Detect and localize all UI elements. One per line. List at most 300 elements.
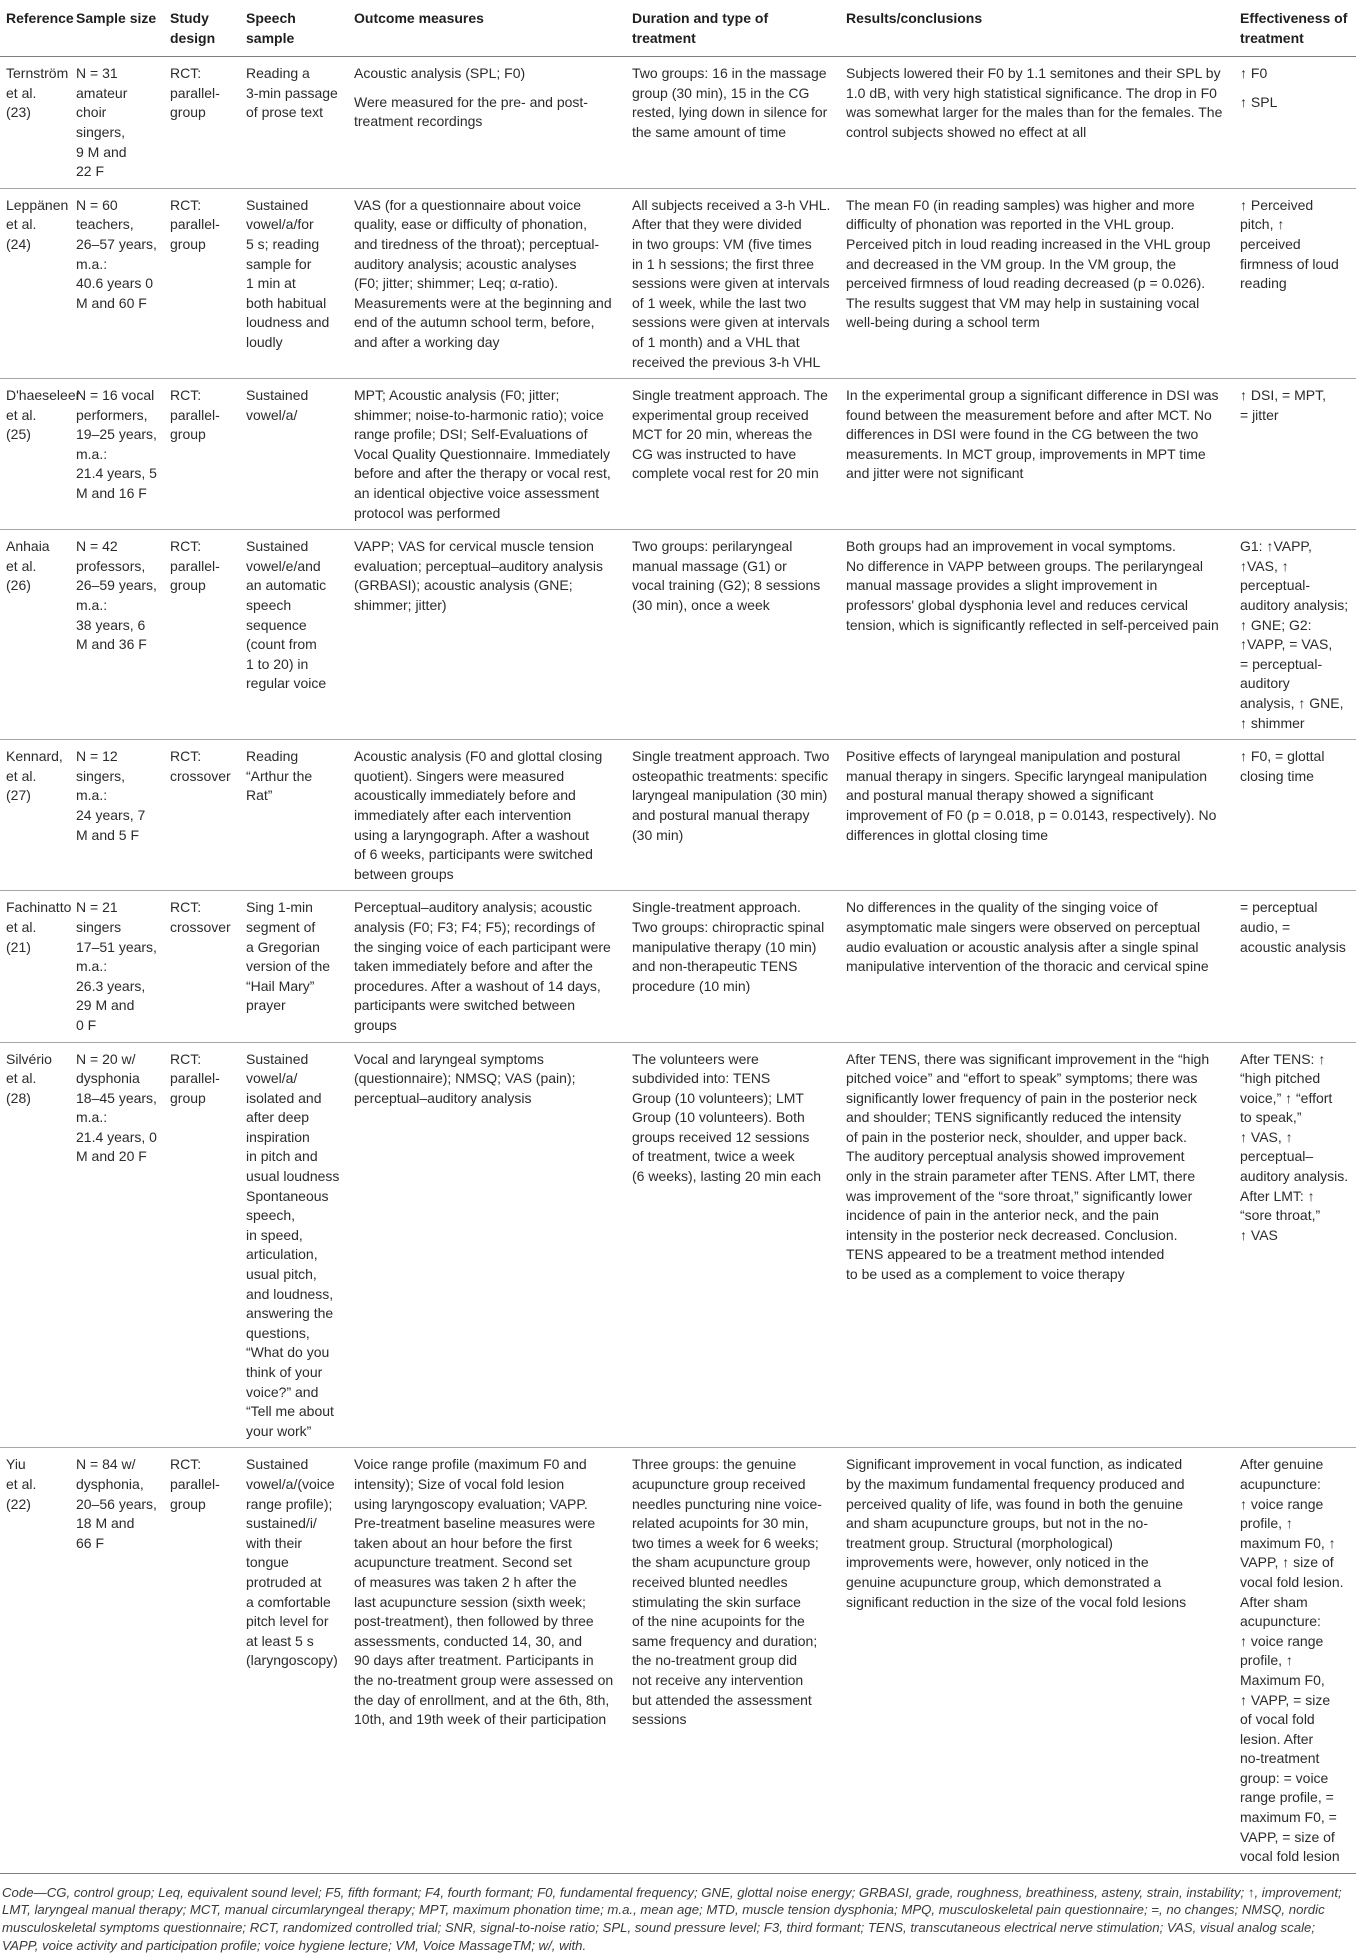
cell-line: m.a.: xyxy=(76,958,108,975)
cell-line: Significant improvement in vocal function, as indicated xyxy=(846,1456,1183,1473)
cell-line: crossover xyxy=(170,767,231,784)
cell-line: usual pitch, xyxy=(246,1266,317,1283)
cell-line: et al. (22) xyxy=(6,1475,37,1512)
cell-line: lesion. After xyxy=(1240,1730,1314,1747)
cell-line: same frequency and duration; xyxy=(632,1632,818,1649)
cell-line: ↑ Perceived xyxy=(1240,196,1314,213)
cell-line: M and 60 F xyxy=(76,294,147,311)
table-row xyxy=(0,188,1356,378)
cell-line: segment of xyxy=(246,918,316,935)
cell-line: procedures. After a washout of 14 days, xyxy=(354,977,601,994)
cell-line: control subjects showed no effect at all xyxy=(846,123,1087,140)
cell-line: and jitter were not significant xyxy=(846,465,1024,482)
cell-line: N = 20 w/ xyxy=(76,1050,136,1067)
cell-line: range profile, = xyxy=(1240,1789,1334,1806)
cell-line: voice?” and xyxy=(246,1383,319,1400)
cell-line: Reading a xyxy=(246,65,310,82)
cell-line: treatment group. Structural (morphological) xyxy=(846,1534,1113,1551)
cell-line: parallel- xyxy=(170,216,220,233)
cell-line: RCT: xyxy=(170,387,202,404)
cell-line: of 1 week, while the last two xyxy=(632,294,807,311)
cell-speech-sample xyxy=(240,188,348,378)
cell-line: pitch, ↑ xyxy=(1240,216,1285,233)
cell-line: Two groups: 16 in the massage xyxy=(632,65,827,82)
cell-results xyxy=(840,891,1234,1042)
cell-line: m.a.: xyxy=(76,1109,108,1126)
cell-line: audio evaluation or acoustic analysis after a single spinal xyxy=(846,938,1199,955)
cell-line: but attended the assessment xyxy=(632,1691,812,1708)
cell-line: perceived quality of life, was found in both the genuine xyxy=(846,1495,1184,1512)
cell-line: M and 16 F xyxy=(76,485,147,502)
cell-duration-type xyxy=(626,1042,840,1448)
cell-line: firmness of loud xyxy=(1240,255,1339,272)
cell-effectiveness xyxy=(1234,1042,1356,1448)
cell-study-design xyxy=(164,1042,240,1448)
cell-line: significantly lower frequency of pain in the posterior neck xyxy=(846,1089,1197,1106)
cell-line: a Gregorian xyxy=(246,938,320,955)
cell-line: 3-min passage xyxy=(246,84,338,101)
cell-line: vowel/a/ xyxy=(246,1070,298,1087)
cell-line: differences in glottal closing time xyxy=(846,826,1049,843)
cell-line: complete vocal rest for 20 min xyxy=(632,465,819,482)
cell-line: Sustained xyxy=(246,1050,309,1067)
cell-line: and postural manual therapy xyxy=(632,806,810,823)
cell-line: After genuine xyxy=(1240,1456,1324,1473)
cell-sample-size xyxy=(70,57,164,189)
cell-line: version of the xyxy=(246,958,331,975)
cell-line: the no-treatment group were assessed on xyxy=(354,1671,614,1688)
cell-line: tension, which is significantly reflected in self-perceived pain xyxy=(846,616,1219,633)
cell-line: vowel/e/and xyxy=(246,557,321,574)
cell-duration-type xyxy=(626,57,840,189)
cell-line: 21.4 years, 5 xyxy=(76,465,157,482)
cell-line: Were measured for the pre- and post- xyxy=(354,93,588,110)
cell-line: et al. (25) xyxy=(6,406,37,443)
cell-line: After TENS, there was significant improvement in the “high xyxy=(846,1050,1210,1067)
cell-line: vocal fold lesion xyxy=(1240,1848,1340,1865)
cell-line: well-being during a school term xyxy=(846,314,1040,331)
header-effectiveness: Effectiveness of treatment xyxy=(1240,10,1348,46)
cell-line: CG was instructed to have xyxy=(632,445,797,462)
cell-line: No differences in the quality of the singing voice of xyxy=(846,899,1158,916)
cell-outcome-measures xyxy=(348,188,626,378)
cell-outcome-measures xyxy=(348,891,626,1042)
cell-line: 24 years, 7 xyxy=(76,806,146,823)
cell-reference xyxy=(0,1042,70,1448)
cell-line: The volunteers were xyxy=(632,1050,759,1067)
cell-line: sustained/i/ xyxy=(246,1515,317,1532)
cell-line: analysis, ↑ GNE, xyxy=(1240,695,1344,711)
cell-line: crossover xyxy=(170,918,231,935)
cell-line: “Hail Mary” xyxy=(246,977,315,994)
cell-study-design xyxy=(164,740,240,891)
cell-sample-size xyxy=(70,740,164,891)
cell-line: 10th, and 19th week of their participation xyxy=(354,1711,607,1728)
cell-line: After that they were divided xyxy=(632,216,802,233)
cell-line: intensity in the posterior neck decreased. Conclusion. xyxy=(846,1226,1178,1243)
cell-line: after deep xyxy=(246,1109,310,1126)
cell-study-design xyxy=(164,530,240,740)
cell-line: Subjects lowered their F0 by 1.1 semitones and their SPL by xyxy=(846,65,1221,82)
cell-results xyxy=(840,1042,1234,1448)
cell-line: assessments, conducted 14, 30, and xyxy=(354,1632,583,1649)
cell-line: 26–59 years, xyxy=(76,577,157,594)
cell-line: shimmer; jitter) xyxy=(354,597,447,614)
cell-line: acoustic analysis xyxy=(1240,938,1346,955)
cell-outcome-measures xyxy=(348,57,626,189)
cell-line: was improvement of the “sore throat,” significantly lower xyxy=(846,1187,1193,1204)
cell-line: m.a.: xyxy=(76,255,108,272)
cell-outcome-measures xyxy=(348,1042,626,1448)
cell-effectiveness xyxy=(1234,530,1356,740)
cell-line xyxy=(354,84,620,93)
cell-results xyxy=(840,188,1234,378)
cell-line: significant reduction in the size of the vocal fold lesions xyxy=(846,1593,1187,1610)
cell-effectiveness xyxy=(1234,57,1356,189)
cell-line: prayer xyxy=(246,997,286,1014)
cell-line: genuine acupuncture group, which demonstrated a xyxy=(846,1573,1162,1590)
cell-line: of 6 weeks, participants were switched xyxy=(354,846,593,863)
cell-line: 0 F xyxy=(76,1016,97,1033)
cell-line: the same amount of time xyxy=(632,123,787,140)
cell-line: last acupuncture session (sixth week; xyxy=(354,1593,586,1610)
cell-effectiveness xyxy=(1234,379,1356,530)
cell-line: TENS appeared to be a treatment method intended xyxy=(846,1246,1165,1263)
cell-line: Measurements were at the beginning and xyxy=(354,294,612,311)
cell-line: RCT: xyxy=(170,538,202,555)
cell-line: end of the autumn school term, before, xyxy=(354,314,595,331)
header-reference: Reference xyxy=(6,10,74,26)
cell-line: M and 20 F xyxy=(76,1148,147,1165)
cell-line: group xyxy=(170,104,206,121)
cell-line: usual loudness xyxy=(246,1168,340,1185)
cell-line: treatment recordings xyxy=(354,113,483,130)
cell-line: ↑ VAS, ↑ xyxy=(1240,1128,1293,1145)
cell-line: ↑VAS, ↑ xyxy=(1240,557,1289,574)
table-row xyxy=(0,740,1356,891)
cell-line: Three groups: the genuine xyxy=(632,1456,797,1473)
cell-line: (GRBASI); acoustic analysis (GNE; xyxy=(354,577,573,594)
cell-line: dysphonia xyxy=(76,1070,140,1087)
cell-line: Sustained xyxy=(246,1456,309,1473)
cell-line: manipulative intervention of the thoracic and cervical spine xyxy=(846,958,1209,975)
cell-line: by the maximum fundamental frequency produced and xyxy=(846,1475,1185,1492)
cell-line: pitch level for xyxy=(246,1613,329,1630)
cell-line: = perceptual xyxy=(1240,899,1318,916)
cell-line: “What do you xyxy=(246,1344,330,1361)
cell-line: a comfortable xyxy=(246,1593,331,1610)
cell-line: evaluation; perceptual–auditory analysis xyxy=(354,557,604,574)
table-row xyxy=(0,1448,1356,1873)
cell-line: at least 5 s xyxy=(246,1632,314,1649)
cell-line: et al. (26) xyxy=(6,557,37,594)
cell-line: of pain in the posterior neck, shoulder, and upper back. xyxy=(846,1128,1187,1145)
cell-line: Acoustic analysis (SPL; F0) xyxy=(354,65,526,82)
cell-line: Group (10 volunteers). Both xyxy=(632,1109,805,1126)
cell-line: acupuncture treatment. Second set xyxy=(354,1554,572,1571)
cell-line: N = 12 xyxy=(76,748,118,765)
cell-duration-type xyxy=(626,188,840,378)
cell-line: received blunted needles xyxy=(632,1573,788,1590)
cell-line: 9 M and xyxy=(76,143,127,160)
cell-line: m.a.: xyxy=(76,787,108,804)
cell-study-design xyxy=(164,891,240,1042)
cell-line: 18–45 years, xyxy=(76,1089,157,1106)
cell-line: with their xyxy=(246,1534,303,1551)
cell-line: to be used as a complement to voice therapy xyxy=(846,1266,1125,1283)
cell-reference xyxy=(0,57,70,189)
cell-results xyxy=(840,57,1234,189)
cell-results xyxy=(840,530,1234,740)
cell-line: before and after the therapy or vocal rest, xyxy=(354,465,611,482)
header-results: Results/conclusions xyxy=(846,10,983,26)
cell-line: and postural manual therapy showed a significant xyxy=(846,787,1154,804)
cell-study-design xyxy=(164,188,240,378)
cell-line: loudness and xyxy=(246,314,330,331)
cell-line: VAS (for a questionnaire about voice xyxy=(354,196,581,213)
cell-effectiveness xyxy=(1234,188,1356,378)
cell-line: Kennard, xyxy=(6,748,63,765)
cell-duration-type xyxy=(626,379,840,530)
cell-line: using a laryngograph. After a washout xyxy=(354,826,590,843)
cell-sample-size xyxy=(70,891,164,1042)
cell-line: group xyxy=(170,577,206,594)
cell-sample-size xyxy=(70,188,164,378)
cell-line: ↑ VAS xyxy=(1240,1226,1278,1243)
cell-line: protocol was performed xyxy=(354,504,501,521)
cell-line: teachers, xyxy=(76,216,134,233)
cell-line: Sing 1-min xyxy=(246,899,313,916)
cell-reference xyxy=(0,740,70,891)
cell-reference xyxy=(0,379,81,530)
cell-line: (30 min), once a week xyxy=(632,597,770,614)
cell-line: After LMT: ↑ xyxy=(1240,1187,1315,1204)
cell-duration-type xyxy=(626,740,840,891)
cell-line: Perceptual–auditory analysis; acoustic xyxy=(354,899,593,916)
cell-line: M and 5 F xyxy=(76,826,140,843)
cell-study-design xyxy=(164,1448,240,1873)
cell-line: post-treatment), then followed by three xyxy=(354,1613,594,1630)
cell-line: parallel- xyxy=(170,406,220,423)
cell-line: = perceptual- xyxy=(1240,655,1323,672)
header-study-design: Study design xyxy=(170,10,216,46)
cell-line: manual therapy in singers. Specific laryngeal manipulation xyxy=(846,767,1208,784)
cell-line: parallel- xyxy=(170,557,220,574)
cell-line: osteopathic treatments: specific xyxy=(632,767,829,784)
header-outcome-measures: Outcome measures xyxy=(354,10,484,26)
cell-line: “high pitched xyxy=(1240,1070,1321,1087)
cell-line: acupuncture: xyxy=(1240,1613,1321,1630)
cell-line: answering the xyxy=(246,1305,334,1322)
cell-line: profile, ↑ xyxy=(1240,1515,1293,1532)
cell-line: dysphonia, xyxy=(76,1475,144,1492)
cell-line: and after a working day xyxy=(354,333,500,350)
cell-line: regular voice xyxy=(246,675,327,692)
cell-outcome-measures xyxy=(348,530,626,740)
cell-reference xyxy=(0,1448,70,1873)
cell-line: Sustained xyxy=(246,196,309,213)
cell-speech-sample xyxy=(240,530,348,740)
cell-line: sessions were given at intervals xyxy=(632,314,830,331)
cell-study-design xyxy=(164,379,240,530)
cell-line: no-treatment xyxy=(1240,1750,1320,1767)
cell-line: and decreased in the VM group. In the VM group, the xyxy=(846,255,1176,272)
cell-line: vocal training (G2); 8 sessions xyxy=(632,577,821,594)
cell-line: VAPP; VAS for cervical muscle tension xyxy=(354,538,594,555)
cell-line: intensity); Size of vocal fold lesion xyxy=(354,1475,565,1492)
cell-sample-size xyxy=(70,1042,164,1448)
cell-speech-sample xyxy=(240,1448,348,1873)
cell-line: the no-treatment group did xyxy=(632,1652,797,1669)
cell-line: Ternström xyxy=(6,65,69,82)
cell-line: groups received 12 sessions xyxy=(632,1128,810,1145)
cell-line: incidence of pain in the anterior neck, and the pain xyxy=(846,1207,1159,1224)
cell-line: auditory xyxy=(1240,675,1290,692)
cell-line: “sore throat,” xyxy=(1240,1207,1321,1224)
cell-line: rested, lying down in silence for xyxy=(632,104,828,121)
cell-reference xyxy=(0,530,70,740)
cell-line: 19–25 years, xyxy=(76,426,157,443)
cell-line: range profile; DSI; Self-Evaluations of xyxy=(354,426,588,443)
cell-line: perceptual- xyxy=(1240,577,1311,594)
cell-line: (6 weeks), lasting 20 min each xyxy=(632,1168,822,1185)
cell-line: (questionnaire); NMSQ; VAS (pain); xyxy=(354,1070,576,1087)
cell-line: N = 16 vocal xyxy=(76,387,155,404)
cell-line: asymptomatic male singers were observed on perceptual xyxy=(846,918,1201,935)
cell-line: and shoulder; TENS significantly reduced the intensity xyxy=(846,1109,1182,1126)
cell-line: and non-therapeutic TENS xyxy=(632,958,798,975)
cell-line: needles puncturing nine voice- xyxy=(632,1495,822,1512)
cell-line: (laryngoscopy) xyxy=(246,1652,338,1669)
cell-study-design xyxy=(164,57,240,189)
cell-line: articulation, xyxy=(246,1246,318,1263)
cell-line: Anhaia xyxy=(6,538,50,555)
cell-line: found between the measurement before and after MCT. No xyxy=(846,406,1212,423)
cell-reference xyxy=(0,188,70,378)
cell-line: between groups xyxy=(354,865,454,882)
cell-line: Reading xyxy=(246,748,299,765)
header-sample-size: Sample size xyxy=(76,10,157,26)
cell-line: Two groups: chiropractic spinal xyxy=(632,918,825,935)
cell-line: The results suggest that VM may help in sustaining vocal xyxy=(846,294,1200,311)
cell-line: think of your xyxy=(246,1364,323,1380)
cell-line: Perceived pitch in loud reading increased in the VHL group xyxy=(846,235,1211,252)
cell-line: acupuncture group received xyxy=(632,1475,806,1492)
cell-outcome-measures xyxy=(348,740,626,891)
cell-line: ↑ voice range xyxy=(1240,1495,1324,1512)
cell-sample-size xyxy=(70,1448,164,1873)
cell-line: (30 min) xyxy=(632,826,684,843)
cell-line: M and 36 F xyxy=(76,636,147,653)
cell-line: et al. (24) xyxy=(6,216,37,252)
cell-line: et al. (28) xyxy=(6,1070,37,1106)
cell-speech-sample xyxy=(240,57,348,189)
cell-effectiveness xyxy=(1234,1448,1356,1873)
cell-line: perceptual–auditory analysis xyxy=(354,1089,532,1106)
cell-line: Single treatment approach. The xyxy=(632,387,828,404)
cell-line: of 1 month) and a VHL that xyxy=(632,333,800,350)
table-header-row xyxy=(0,0,1356,57)
cell-line: analysis (F0; F3; F4; F5); recordings of xyxy=(354,918,596,935)
header-duration-type: Duration and type of treatment xyxy=(632,10,769,46)
cell-line: No difference in VAPP between groups. The perilaryngeal xyxy=(846,557,1203,574)
cell-line: improvements were, however, only noticed in the xyxy=(846,1554,1149,1571)
cell-results xyxy=(840,379,1234,530)
cell-reference xyxy=(0,891,70,1042)
cell-line: of vocal fold xyxy=(1240,1711,1315,1728)
cell-line: Sustained xyxy=(246,387,309,404)
cell-speech-sample xyxy=(240,740,348,891)
cell-line: RCT: xyxy=(170,899,202,916)
cell-line: and tiredness of the throat); perceptual- xyxy=(354,235,600,252)
cell-line: Vocal Quality Questionnaire. Immediately xyxy=(354,445,611,462)
cell-line: auditory analysis; acoustic analyses xyxy=(354,255,577,272)
cell-line: et al. (21) xyxy=(6,918,37,955)
cell-line: speech xyxy=(246,597,292,614)
cell-line: differences in DSI were found in the CG between the two xyxy=(846,426,1199,443)
cell-line: manual massage (G1) or xyxy=(632,557,787,574)
cell-line: MCT for 20 min, whereas the xyxy=(632,426,813,443)
cell-line: RCT: xyxy=(170,1050,202,1067)
cell-line: ↑ voice range xyxy=(1240,1632,1324,1649)
cell-line: an identical objective voice assessment xyxy=(354,485,600,502)
cell-line: acoustically immediately before and xyxy=(354,787,576,804)
cell-line: perceptual– xyxy=(1240,1148,1314,1165)
cell-line: N = 42 xyxy=(76,538,118,555)
cell-line: received the previous 3-h VHL xyxy=(632,353,821,370)
header-speech-sample: Speech sample xyxy=(246,10,296,46)
cell-line: auditory analysis; xyxy=(1240,597,1349,614)
cell-line: the singing voice of each participant were xyxy=(354,938,611,955)
cell-line: Both groups had an improvement in vocal symptoms. xyxy=(846,538,1176,555)
cell-line: of treatment, twice a week xyxy=(632,1148,795,1165)
cell-line: Silvério xyxy=(6,1050,52,1067)
cell-line: VAPP, = size of xyxy=(1240,1828,1335,1845)
cell-line: et al. (27) xyxy=(6,767,37,804)
cell-line: using laryngoscopy evaluation; VAPP. xyxy=(354,1495,588,1512)
cell-line: Two groups: perilaryngeal xyxy=(632,538,793,555)
cell-line: N = 21 xyxy=(76,899,118,916)
cell-line: vowel/a/(voice xyxy=(246,1475,335,1492)
cell-line: 66 F xyxy=(76,1534,105,1551)
cell-line: m.a.: xyxy=(76,445,108,462)
cell-line: two times a week for 6 weeks; xyxy=(632,1534,819,1551)
cell-speech-sample xyxy=(240,1042,348,1448)
cell-line: Pre-treatment baseline measures were xyxy=(354,1515,596,1532)
cell-sample-size xyxy=(70,379,164,530)
cell-line: Single treatment approach. Two xyxy=(632,748,830,765)
cell-line: reading xyxy=(1240,275,1287,292)
cell-line: auditory analysis. xyxy=(1240,1168,1349,1185)
table-row xyxy=(0,530,1356,740)
cell-line: ↑ DSI, = MPT, xyxy=(1240,387,1326,404)
cell-line: amateur xyxy=(76,84,128,101)
cell-line: pitched voice” and “effort to speak” symptoms; there was xyxy=(846,1070,1198,1087)
cell-line: procedure (10 min) xyxy=(632,977,751,994)
cell-line: VAPP, ↑ size of xyxy=(1240,1554,1334,1571)
cell-line: manipulative therapy (10 min) xyxy=(632,938,817,955)
cell-line: vowel/a/ xyxy=(246,406,298,423)
cell-line: range profile); xyxy=(246,1495,333,1512)
cell-line: tongue xyxy=(246,1554,289,1571)
cell-outcome-measures xyxy=(348,1448,626,1873)
cell-line: ↑ VAPP, = size xyxy=(1240,1691,1331,1708)
cell-line: 21.4 years, 0 xyxy=(76,1128,157,1145)
cell-line: ↑ shimmer xyxy=(1240,714,1305,731)
cell-line: ↑ GNE; G2: xyxy=(1240,616,1312,633)
cell-line: Group (10 volunteers); LMT xyxy=(632,1089,804,1106)
cell-line: parallel- xyxy=(170,84,220,101)
